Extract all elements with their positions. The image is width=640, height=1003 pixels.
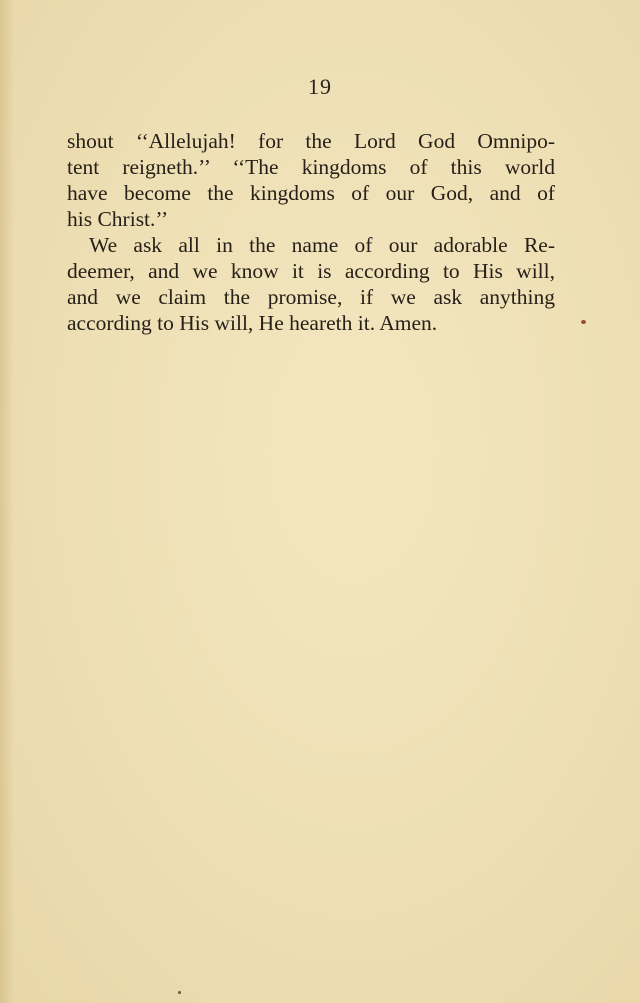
- text-line: his Christ.’’: [67, 207, 169, 231]
- ink-speck: [581, 320, 586, 324]
- page-gutter-shadow: [0, 0, 14, 1003]
- text-line: tent reigneth.’’ ‘‘The kingdoms of this world: [67, 155, 555, 179]
- text-line: deemer, and we know it is according to His will,: [67, 259, 555, 283]
- text-line: We ask all in the name of our adorable Re-: [89, 233, 555, 257]
- text-line: according to His will, He heareth it. Amen.: [67, 311, 438, 335]
- page-number: 19: [308, 74, 332, 99]
- text-line: and we claim the promise, if we ask anything: [67, 285, 555, 309]
- ink-speck: [178, 991, 181, 994]
- text-line: have become the kingdoms of our God, and of: [67, 181, 555, 205]
- text-line: shout ‘‘Allelujah! for the Lord God Omnipo-: [67, 129, 555, 153]
